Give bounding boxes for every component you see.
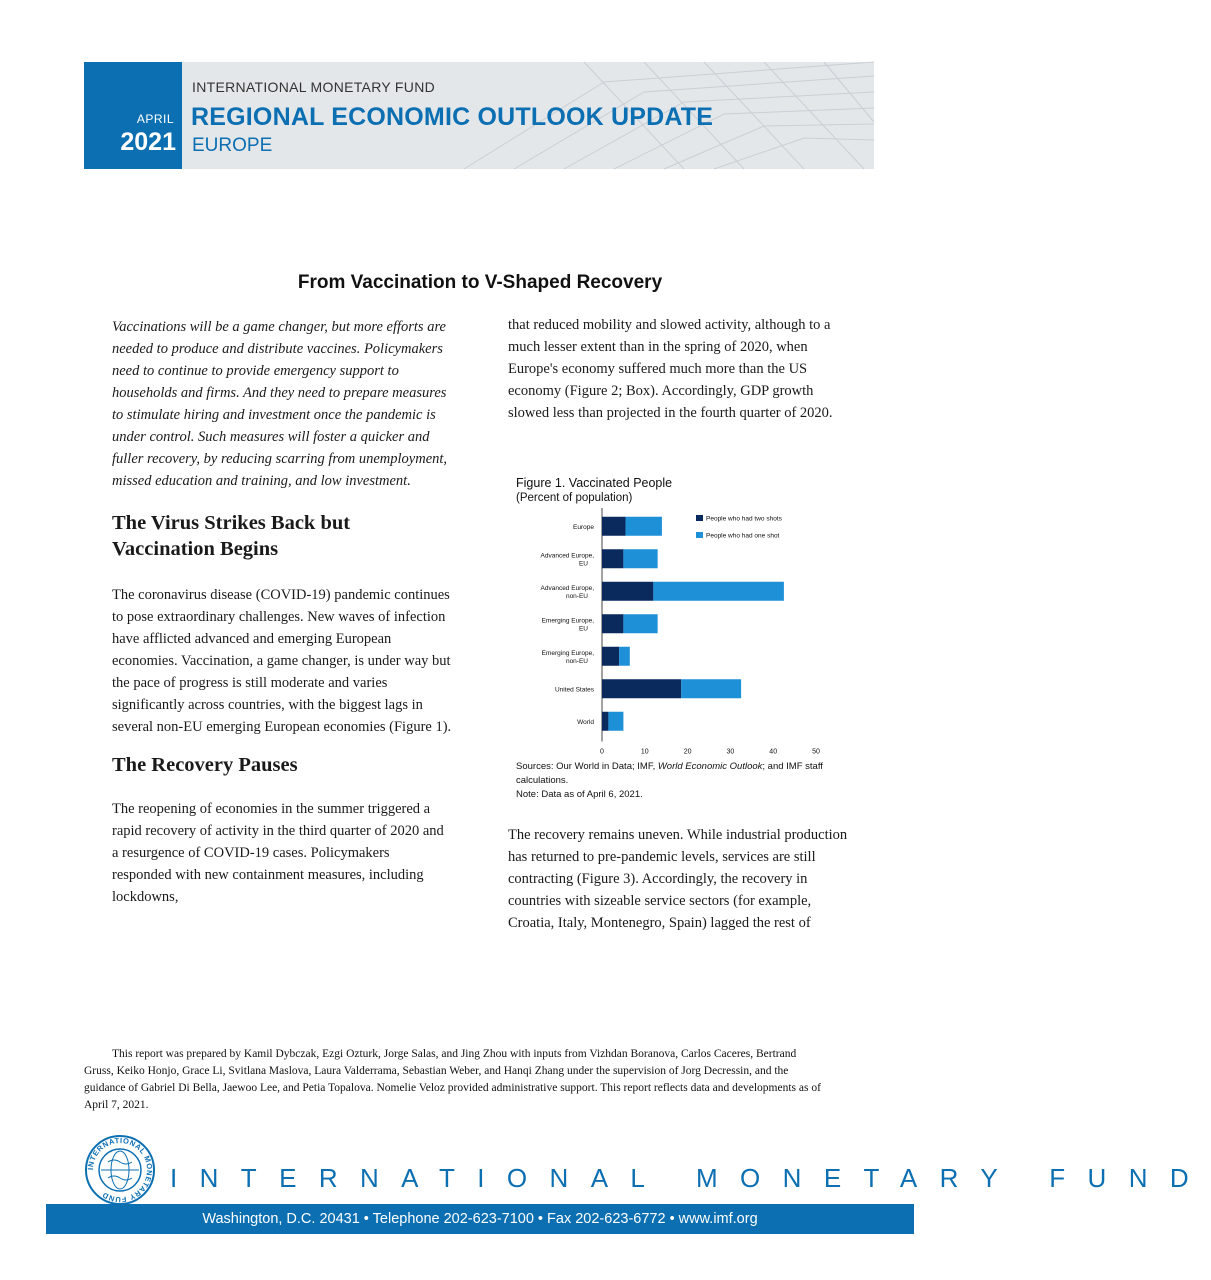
category-label-6: World [577,718,594,726]
intro-summary: Vaccinations will be a game changer, but more efforts are needed to produce and distribute vaccines. Policymakers need to continue to provide emergency support to households and firms. And they need to prepare measures to stimulate hiring and investment once the pandemic is under control. Such measures will foster a quicker and fuller recovery, by reducing scarring from unemployment, missed education and training, and low investment. [112,319,448,489]
bar-one-shot-2 [653,582,784,601]
bar-two-shots-2 [602,582,653,601]
report-region: EUROPE [192,135,273,156]
edition-year: 2021 [120,128,176,156]
bar-one-shot-6 [608,712,623,731]
section-heading-recovery: The Recovery Pauses [112,754,298,776]
figure-1 [516,476,846,802]
right-paragraph-1: that reduced mobility and slowed activity, although to a much lesser extent than in the spring of 2020, when Europe's economy suffered much more than the US economy (Figure 2; Box). Accordingly, GDP growth slowed less than projected in the fourth quarter of 2020. [508,317,833,421]
x-tick-label-5: 50 [812,748,820,756]
edition-month: APRIL [136,112,174,126]
bar-two-shots-5 [602,679,681,698]
bar-one-shot-1 [623,549,657,568]
imf-wordmark: INTERNATIONAL MONETARY FUND [170,1163,1211,1193]
x-tick-label-2: 20 [683,748,692,756]
legend-swatch-0 [696,515,703,521]
sources-suffix: ; and IMF staff calculations. [516,761,823,786]
contact-info: Washington, D.C. 20431 • Telephone 202-623-7100 • Fax 202-623-6772 • www.imf.org [202,1211,758,1227]
section-text-virus: The coronavirus disease (COVID-19) pandemic continues to pose extraordinary challenges. New waves of infection have afflicted advanced and emerging European economies. Vaccination, a game changer, is under way but the pace of progress is still moderate and varies significantly across countries, with the biggest lags in several non-EU emerging European economies (Figure 1). [112,587,452,735]
edition-date-box [84,62,182,169]
x-tick-label-3: 30 [726,748,735,756]
category-label-0: Europe [573,523,594,531]
sources-italic: World Economic Outlook [657,761,763,772]
figure-subtitle: (Percent of population) [516,492,633,504]
bar-one-shot-3 [623,614,657,633]
right-paragraph-2: The recovery remains uneven. While industrial production has returned to pre-pandemic levels, services are still contracting (Figure 3). Accordingly, the recovery in countries with sizeable service sectors (for example, Croatia, Italy, Montenegro, Spain) lagged the rest of [508,827,848,931]
imf-seal-logo [84,1134,156,1206]
bar-one-shot-4 [619,647,630,666]
section-text-recovery: The reopening of economies in the summer triggered a rapid recovery of activity in the third quarter of 2020 and a resurgence of COVID-19 cases. Policymakers responded with new containment measures, including lockdowns, [112,801,444,905]
page-title: From Vaccination to V-Shaped Recovery [297,272,663,293]
category-label-4: Emerging Europe, non-EU [541,649,594,665]
category-label-2: Advanced Europe, non-EU [540,584,594,600]
x-tick-label-1: 10 [640,748,649,756]
category-label-1: Advanced Europe, EU [540,552,594,568]
bar-two-shots-3 [602,614,623,633]
legend-label-0: People who had two shots [706,515,782,523]
authors-footnote [84,1046,824,1114]
organization-name: INTERNATIONAL MONETARY FUND [192,79,436,95]
category-label-5: United States [554,686,594,694]
right-column [508,314,848,424]
bar-two-shots-6 [602,712,608,731]
vaccination-bar-chart [516,504,836,760]
x-tick-label-0: 0 [600,748,604,756]
bar-one-shot-0 [626,517,662,536]
figure-sources [516,760,846,788]
x-tick-label-4: 40 [769,748,778,756]
legend-swatch-1 [696,532,703,538]
report-title: REGIONAL ECONOMIC OUTLOOK UPDATE [191,103,714,131]
category-label-3: Emerging Europe, EU [541,617,594,633]
bar-two-shots-4 [602,647,619,666]
left-column [112,316,452,908]
bar-two-shots-1 [602,549,623,568]
contact-footer-bar [46,1204,914,1234]
seal-text: INTERNATIONAL MONETARY FUND [85,1135,155,1205]
figure-title: Figure 1. Vaccinated People [516,476,673,490]
sources-prefix: Sources: Our World in Data; IMF, [516,761,658,772]
bar-two-shots-0 [602,517,626,536]
section-heading-virus: The Virus Strikes Back but Vaccination Begins [112,512,351,560]
figure-note: Note: Data as of April 6, 2021. [516,789,643,800]
report-banner [84,62,874,169]
right-column-lower [508,824,848,934]
bar-one-shot-5 [681,679,741,698]
legend-label-1: People who had one shot [706,532,780,540]
footnote-text: This report was prepared by Kamil Dybczak, Ezgi Ozturk, Jorge Salas, and Jing Zhou with inputs from Vizhdan Boranova, Carlos Caceres, Bertrand Gruss, Keiko Honjo, Grace Li, Svitlana Maslova, Laura Valderrama, Sebastian Weber, and Hanqi Zhang under the supervision of Jorg Decressin, and the guidance of Gabriel Di Bella, Jaewoo Lee, and Petia Topalova. Nomelie Veloz provided administrative support. This report reflects data and developments as of April 7, 2021. [84,1048,821,1111]
